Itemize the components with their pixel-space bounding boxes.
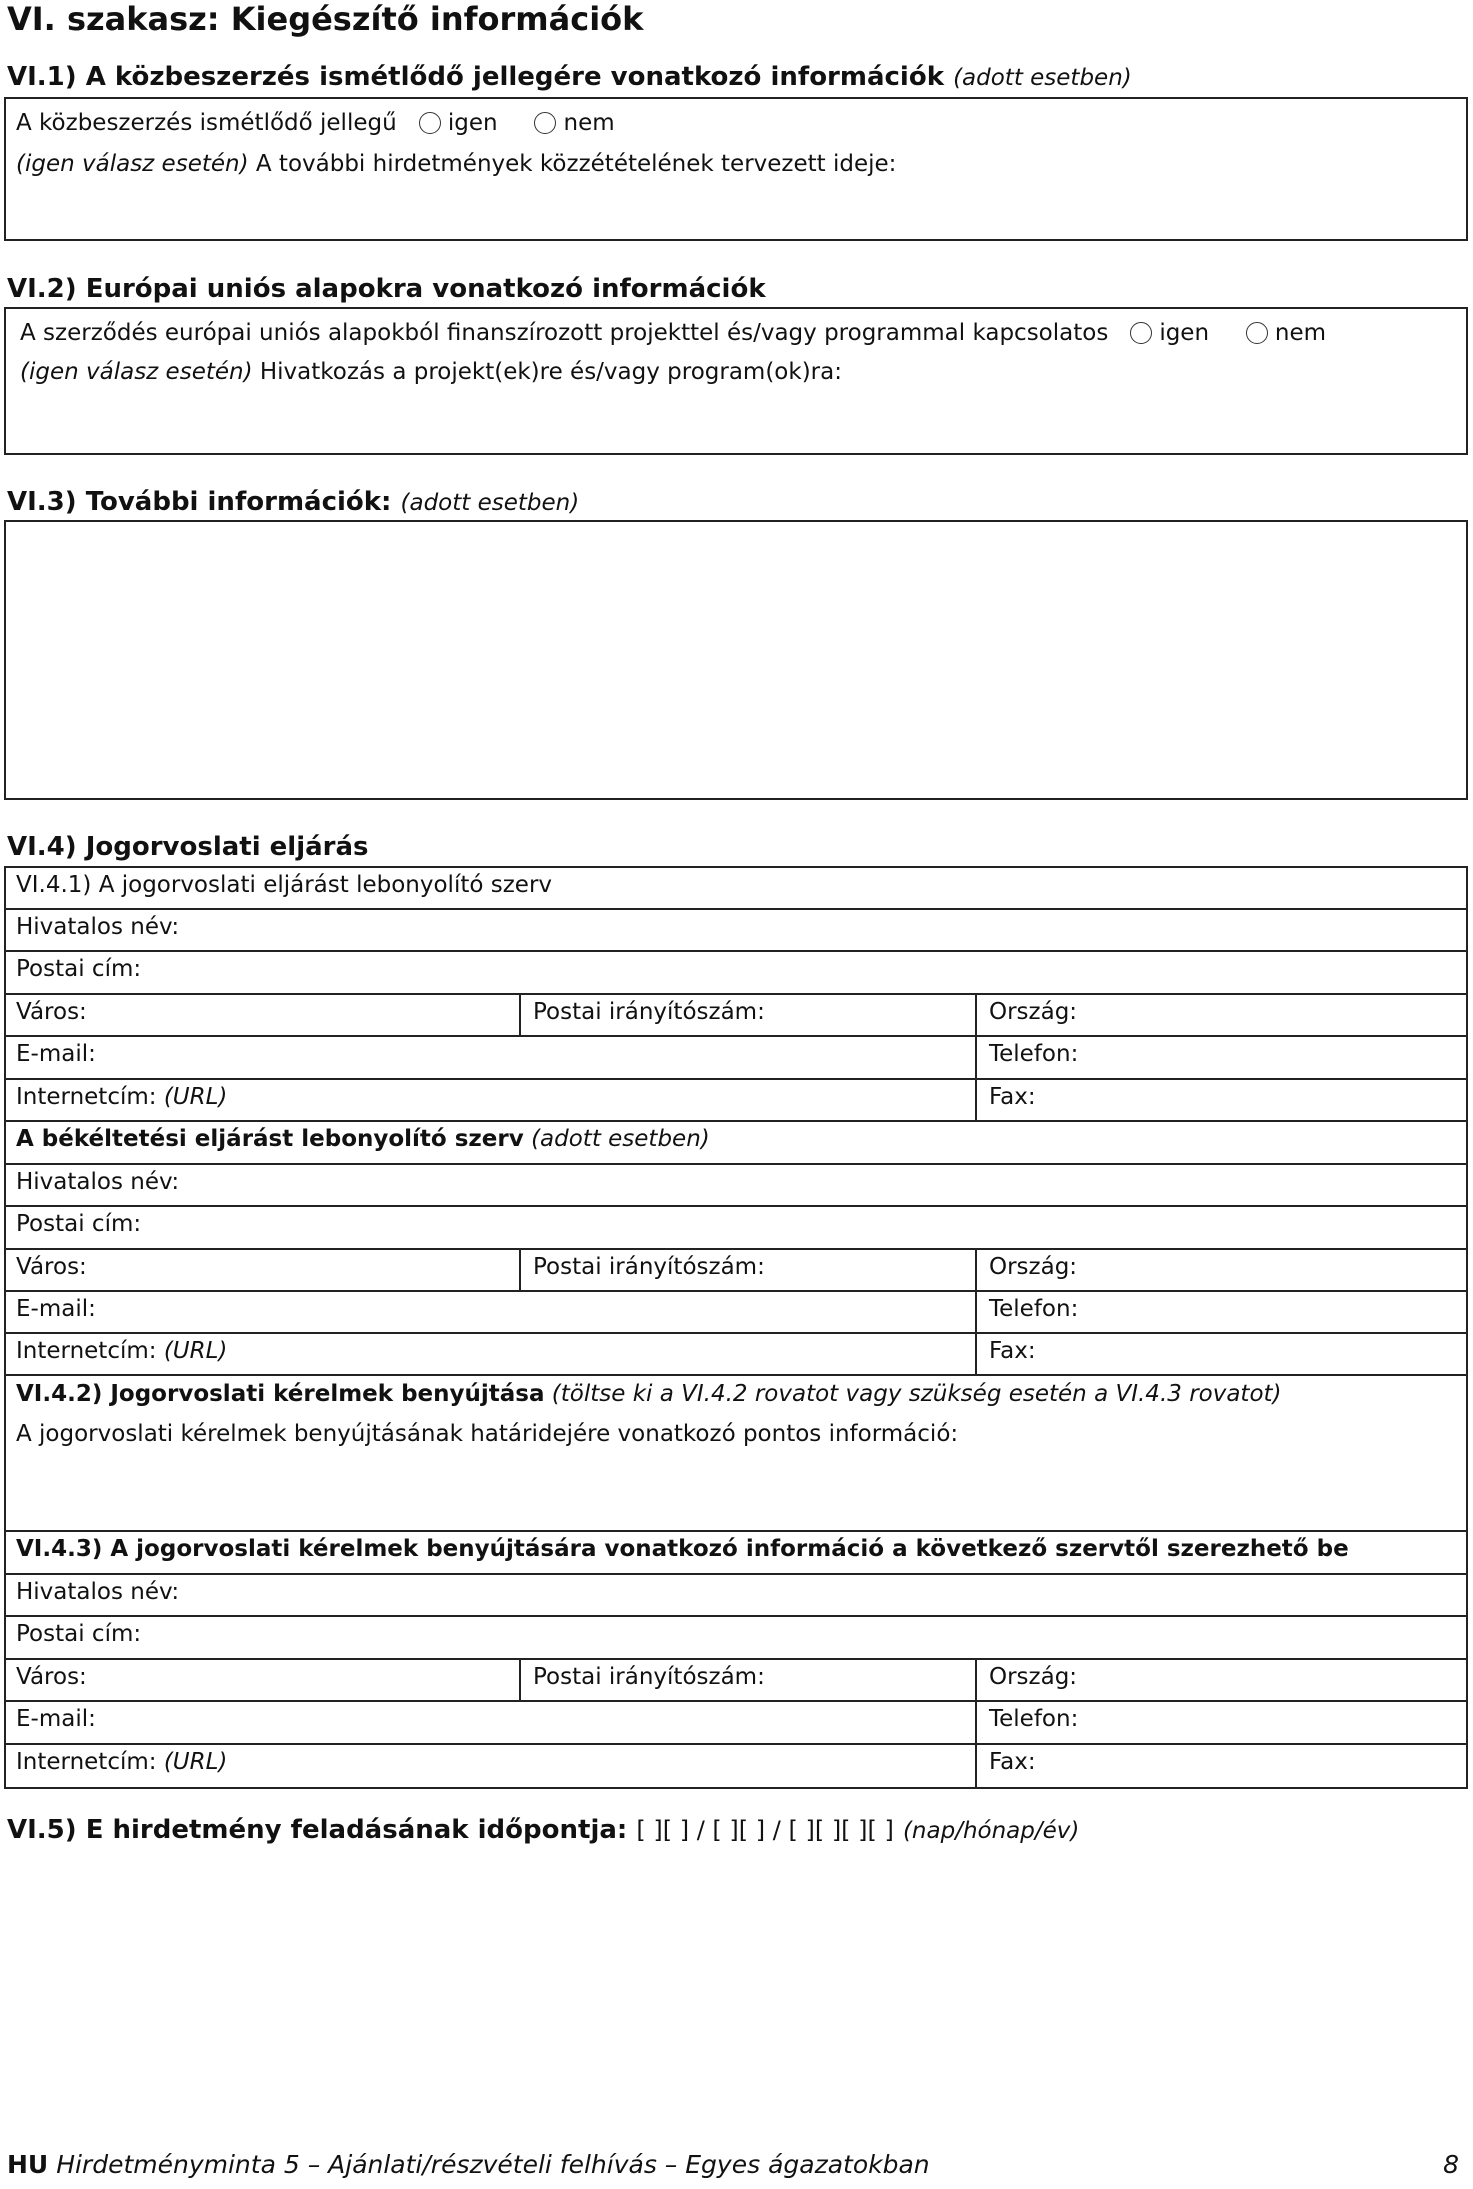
page-title: VI. szakasz: Kiegészítő információk (7, 0, 644, 38)
section-vi3-heading (7, 487, 579, 517)
vi1-followup-prefix: (igen válasz esetén) (16, 151, 249, 177)
divider (4, 1078, 1468, 1080)
vi41-url-note: (URL) (163, 1084, 228, 1110)
mediation-official-name-label[interactable]: Hivatalos név: (16, 1169, 180, 1195)
vi3-textarea[interactable] (4, 520, 1468, 800)
vi43-email-label[interactable]: E-mail: (16, 1706, 96, 1732)
vi41-phone-label[interactable]: Telefon: (989, 1041, 1079, 1067)
vi41-email-label[interactable]: E-mail: (16, 1041, 96, 1067)
mediation-heading-note: (adott esetben) (531, 1126, 710, 1152)
vi43-city-label[interactable]: Város: (16, 1664, 87, 1690)
page-number: 8 (1443, 2150, 1459, 2179)
divider (975, 1658, 977, 1789)
divider (4, 1205, 1468, 1207)
vi2-yes-label: igen (1159, 320, 1210, 346)
vi41-internet-label: Internetcím: (16, 1084, 157, 1110)
section-vi2-heading: VI.2) Európai uniós alapokra vonatkozó információk (7, 274, 766, 304)
vi2-followup-prefix: (igen válasz esetén) (20, 359, 253, 385)
vi2-question-label: A szerződés európai uniós alapokból finanszírozott projekttel és/vagy programmal kapcsolatos (20, 320, 1109, 346)
mediation-postal-address-label[interactable]: Postai cím: (16, 1211, 142, 1237)
vi1-followup (16, 151, 896, 177)
vi1-no-radio[interactable] (534, 112, 556, 134)
vi41-official-name-label[interactable]: Hivatalos név: (16, 914, 180, 940)
divider (975, 1248, 977, 1375)
divider (4, 1615, 1468, 1617)
vi43-postcode-label[interactable]: Postai irányítószám: (533, 1664, 765, 1690)
vi1-heading-text: VI.1) A közbeszerzés ismétlődő jellegére vonatkozó információk (7, 62, 944, 92)
vi1-question (16, 110, 615, 136)
mediation-fax-label[interactable]: Fax: (989, 1338, 1036, 1364)
vi43-fax-label[interactable]: Fax: (989, 1749, 1036, 1775)
divider (4, 1120, 1468, 1122)
vi3-heading-note: (adott esetben) (400, 490, 580, 516)
divider (519, 1658, 521, 1700)
vi1-question-label: A közbeszerzés ismétlődő jellegű (16, 110, 397, 136)
divider (4, 1530, 1468, 1532)
vi41-internet[interactable] (16, 1084, 227, 1110)
vi43-country-label[interactable]: Ország: (989, 1664, 1078, 1690)
divider (4, 1035, 1468, 1037)
vi41-fax-label[interactable]: Fax: (989, 1084, 1036, 1110)
mediation-heading (16, 1126, 710, 1152)
vi43-official-name-label[interactable]: Hivatalos név: (16, 1579, 180, 1605)
divider (4, 1163, 1468, 1165)
vi5-heading-text: VI.5) E hirdetmény feladásának időpontja: (7, 1815, 628, 1845)
section-vi4-heading: VI.4) Jogorvoslati eljárás (7, 832, 369, 862)
divider (4, 1248, 1468, 1250)
mediation-phone-label[interactable]: Telefon: (989, 1296, 1079, 1322)
vi41-postcode-label[interactable]: Postai irányítószám: (533, 999, 765, 1025)
vi1-yes-label: igen (447, 110, 498, 136)
mediation-city-label[interactable]: Város: (16, 1254, 87, 1280)
vi2-followup-text: Hivatkozás a projekt(ek)re és/vagy program(ok)ra: (259, 359, 842, 385)
divider (4, 993, 1468, 995)
divider (4, 908, 1468, 910)
divider (4, 1700, 1468, 1702)
divider (4, 1658, 1468, 1660)
vi41-postal-address-label[interactable]: Postai cím: (16, 956, 142, 982)
vi41-city-label[interactable]: Város: (16, 999, 87, 1025)
vi42-text: A jogorvoslati kérelmek benyújtásának határidejére vonatkozó pontos információ: (16, 1421, 959, 1447)
vi3-heading-text: VI.3) További információk: (7, 487, 392, 517)
vi1-heading-note: (adott esetben) (953, 65, 1132, 91)
vi2-followup (20, 359, 842, 385)
vi5-date-boxes[interactable]: [ ][ ] / [ ][ ] / [ ][ ][ ][ ] (636, 1816, 894, 1844)
vi43-internet-label: Internetcím: (16, 1749, 157, 1775)
vi41-heading: VI.4.1) A jogorvoslati eljárást lebonyolító szerv (16, 872, 553, 898)
footer-text: Hirdetményminta 5 – Ajánlati/részvételi felhívás – Egyes ágazatokban (56, 2150, 930, 2179)
vi43-url-note: (URL) (163, 1749, 228, 1775)
divider (975, 993, 977, 1120)
vi1-followup-text: A további hirdetmények közzétételének tervezett ideje: (255, 151, 897, 177)
divider (519, 993, 521, 1035)
vi5-date-format: (nap/hónap/év) (902, 1818, 1080, 1844)
divider (4, 1743, 1468, 1745)
divider (519, 1248, 521, 1290)
vi43-phone-label[interactable]: Telefon: (989, 1706, 1079, 1732)
divider (4, 1573, 1468, 1575)
vi2-yes-radio[interactable] (1130, 322, 1152, 344)
vi2-options (1130, 320, 1326, 346)
divider (4, 1332, 1468, 1334)
mediation-internet[interactable] (16, 1338, 227, 1364)
vi42-heading (16, 1381, 1282, 1407)
mediation-url-note: (URL) (163, 1338, 228, 1364)
vi43-internet[interactable] (16, 1749, 227, 1775)
vi1-no-label: nem (563, 110, 615, 136)
mediation-heading-text: A békéltetési eljárást lebonyolító szerv (16, 1126, 524, 1152)
mediation-internet-label: Internetcím: (16, 1338, 157, 1364)
mediation-email-label[interactable]: E-mail: (16, 1296, 96, 1322)
page-footer (7, 2150, 930, 2179)
vi43-postal-address-label[interactable]: Postai cím: (16, 1621, 142, 1647)
vi2-no-label: nem (1274, 320, 1327, 346)
section-vi5-heading (7, 1815, 1079, 1845)
vi1-followup-field[interactable] (20, 185, 1450, 231)
divider (4, 1290, 1468, 1292)
vi42-heading-text: VI.4.2) Jogorvoslati kérelmek benyújtása (16, 1381, 545, 1407)
section-vi1-heading (7, 62, 1132, 92)
vi2-no-radio[interactable] (1246, 322, 1268, 344)
mediation-country-label[interactable]: Ország: (989, 1254, 1078, 1280)
vi43-heading: VI.4.3) A jogorvoslati kérelmek benyújtására vonatkozó információ a következő szervtől szerezhető be (16, 1536, 1349, 1562)
vi1-yes-radio[interactable] (419, 112, 441, 134)
vi2-followup-field[interactable] (20, 393, 1450, 443)
vi41-country-label[interactable]: Ország: (989, 999, 1078, 1025)
vi42-field[interactable] (16, 1458, 1456, 1524)
mediation-postcode-label[interactable]: Postai irányítószám: (533, 1254, 765, 1280)
vi42-heading-note: (töltse ki a VI.4.2 rovatot vagy szükség esetén a VI.4.3 rovatot) (551, 1381, 1282, 1407)
divider (4, 1374, 1468, 1376)
footer-lang: HU (7, 2150, 49, 2179)
divider (4, 950, 1468, 952)
